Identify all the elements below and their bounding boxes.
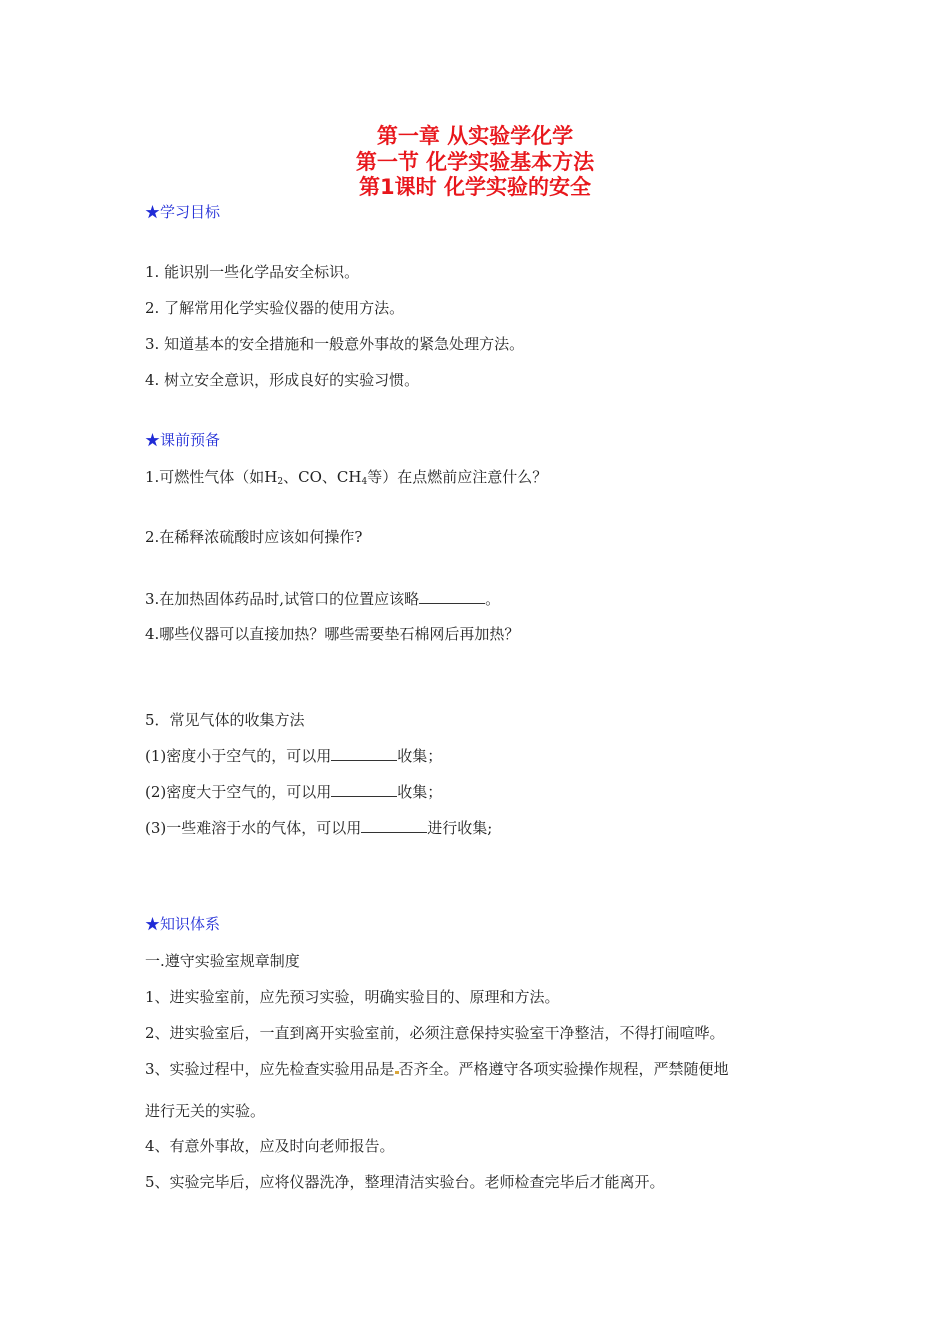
knowledge-subheading: 一.遵守实验室规章制度	[145, 952, 300, 970]
section-title: 第一节 化学实验基本方法	[355, 150, 595, 174]
preview-question-3: 3.在加热固体药品时,试管口的位置应该略 。	[145, 590, 501, 608]
rule-item: 4、有意外事故，应及时向老师报告。	[145, 1137, 395, 1155]
preview-question-1: 1.可燃性气体（如$H_2$、CO、$CH_4$等）在点燃前应注意什么？	[145, 468, 548, 487]
answer-blank	[331, 782, 397, 797]
chapter-title: 第一章 从实验学化学	[376, 124, 574, 148]
answer-blank	[331, 746, 397, 761]
rule-item-continued: 进行无关的实验。	[145, 1102, 266, 1120]
lesson-title: 第1课时 化学实验的安全	[359, 175, 591, 199]
rule-item: 1、进实验室前，应先预习实验，明确实验目的、原理和方法。	[145, 988, 560, 1006]
preview-question-4: 4.哪些仪器可以直接加热？哪些需要垫石棉网后再加热？	[145, 625, 520, 643]
knowledge-heading: ★知识体系	[145, 915, 221, 933]
objective-item: 1. 能识别一些化学品安全标识。	[145, 263, 360, 281]
preview-question-2: 2.在稀释浓硫酸时应该如何操作?	[145, 528, 363, 546]
answer-blank	[419, 589, 485, 604]
objective-item: 3. 知道基本的安全措施和一般意外事故的紧急处理方法。	[145, 335, 525, 353]
answer-blank	[361, 818, 427, 833]
objective-item: 4. 树立安全意识，形成良好的实验习惯。	[145, 371, 420, 389]
objective-item: 2. 了解常用化学实验仪器的使用方法。	[145, 299, 405, 317]
preview-question-5-3: (3)一些难溶于水的气体，可以用 进行收集;	[145, 819, 493, 837]
preview-question-5-2: (2)密度大于空气的，可以用 收集；	[145, 783, 443, 801]
preview-question-5-1: (1)密度小于空气的，可以用 收集；	[145, 747, 443, 765]
rule-item: 2、进实验室后，一直到离开实验室前，必须注意保持实验室干净整洁，不得打闹喧哗。	[145, 1024, 725, 1042]
rule-item: 3、实验过程中，应先检查实验用品是 否齐全。严格遵守各项实验操作规程，严禁随便地	[145, 1060, 729, 1078]
preview-heading: ★课前预备	[145, 431, 221, 449]
rule-item: 5、实验完毕后，应将仪器洗净，整理清洁实验台。老师检查完毕后才能离开。	[145, 1173, 665, 1191]
objectives-heading: ★学习目标	[145, 203, 221, 221]
preview-question-5: 5．常见气体的收集方法	[145, 711, 305, 729]
